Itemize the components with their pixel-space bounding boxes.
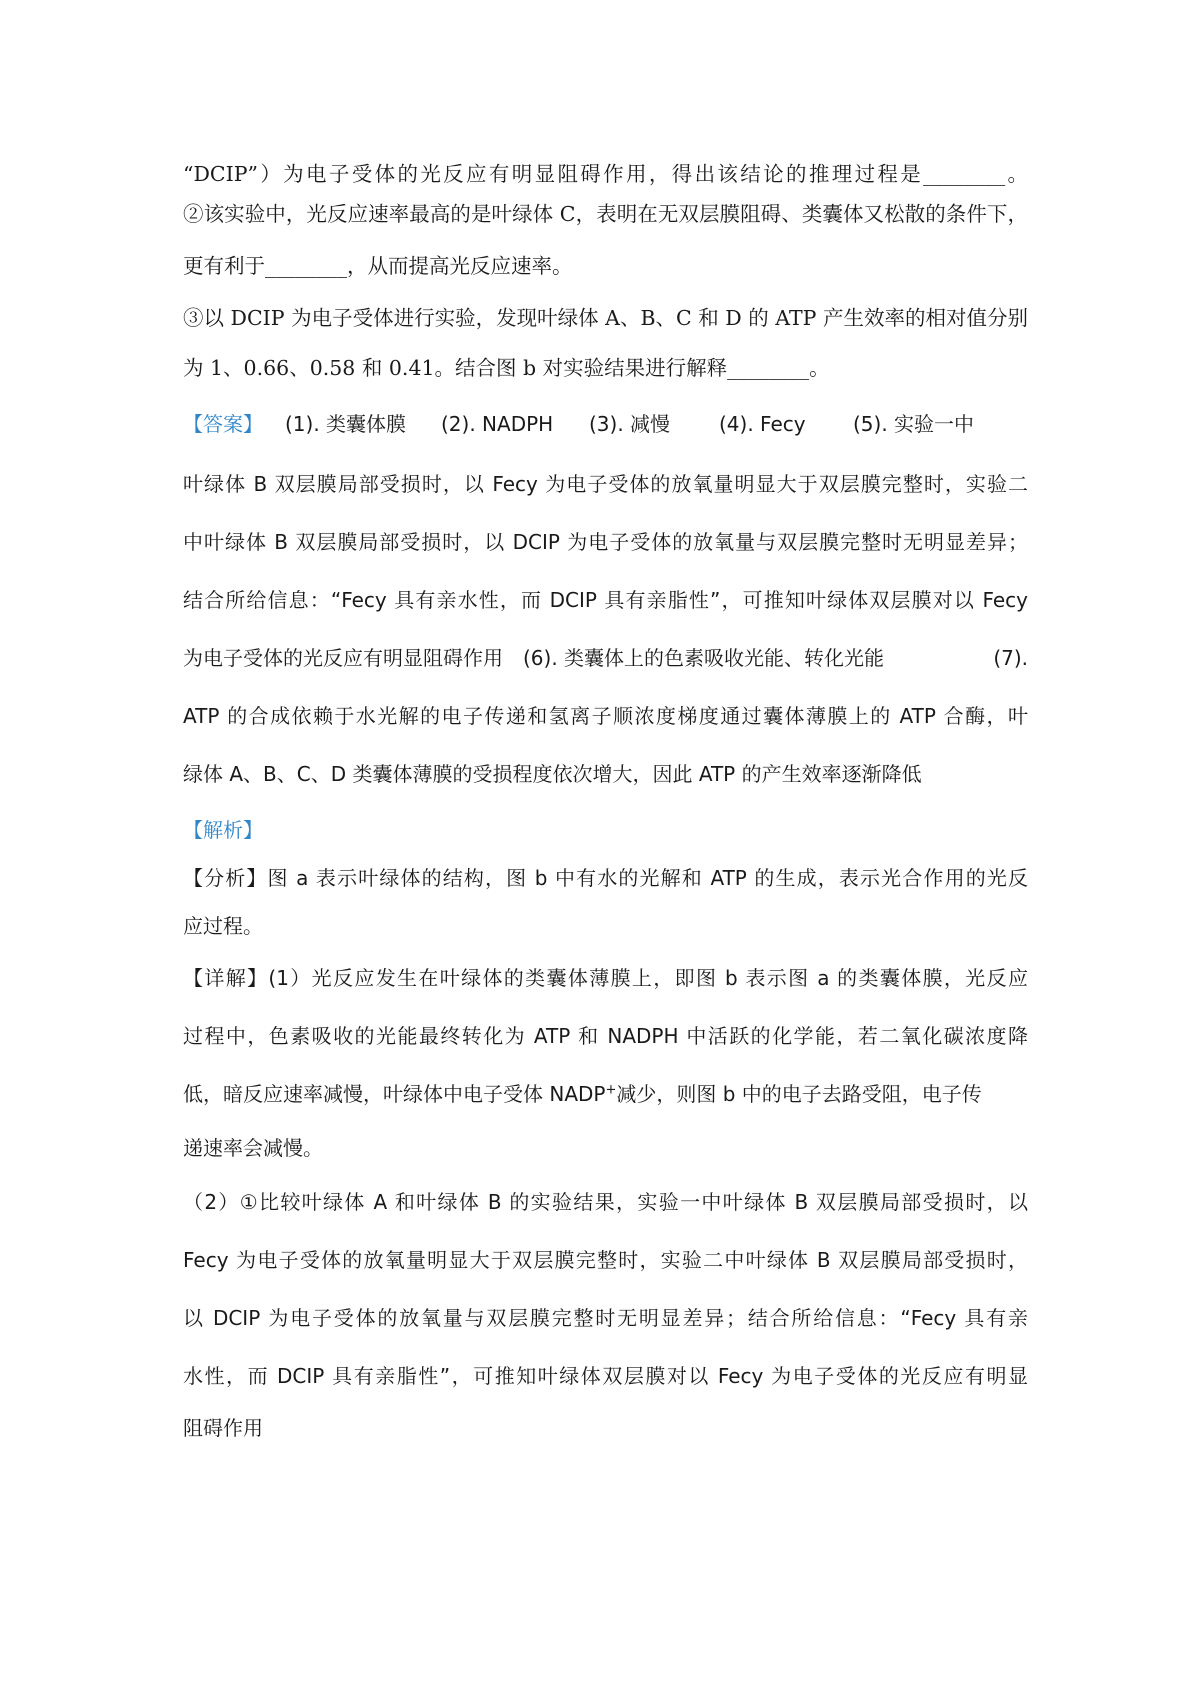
answer-item-5: (5). 实验一中 [853, 412, 975, 436]
question-line-3: 更有利于________，从而提高光反应速率。 [183, 254, 573, 278]
answer-line-5-part-1: 为电子受体的光反应有明显阻碍作用 [183, 646, 503, 670]
answer-item-3: (3). 减慢 [589, 412, 671, 436]
question-line-2: ②该实验中，光反应速率最高的是叶绿体 C，表明在无双层膜阻碍、类囊体又松散的条件下， [183, 202, 1028, 226]
answer-line-4: 结合所给信息：“Fecy 具有亲水性，而 DCIP 具有亲脂性”，可推知叶绿体双层膜对以 Fecy [183, 588, 1028, 612]
question-line-5: 为 1、0.66、0.58 和 0.41。结合图 b 对实验结果进行解释________。 [183, 356, 830, 380]
answer-line-3: 中叶绿体 B 双层膜局部受损时，以 DCIP 为电子受体的放氧量与双层膜完整时无明显差异； [183, 530, 1028, 554]
detail-line-2: 过程中，色素吸收的光能最终转化为 ATP 和 NADPH 中活跃的化学能，若二氧化碳浓度降 [183, 1024, 1028, 1048]
answer-tag: 【答案】 [183, 412, 263, 436]
analysis-line-1: 【分析】图 a 表示叶绿体的结构，图 b 中有水的光解和 ATP 的生成，表示光合作用的光反 [183, 866, 1028, 890]
answer-line-1 [183, 410, 1028, 438]
answer-line-2: 叶绿体 B 双层膜局部受损时，以 Fecy 为电子受体的放氧量明显大于双层膜完整时，实验二 [183, 472, 1028, 496]
answer-item-6: (6). 类囊体上的色素吸收光能、转化光能 [523, 646, 885, 670]
detail-line-3-part-1: 低，暗反应速率减慢，叶绿体中电子受体 NADP [183, 1082, 606, 1106]
answer-item-7: (7). [993, 646, 1028, 670]
detail2-line-2: Fecy 为电子受体的放氧量明显大于双层膜完整时，实验二中叶绿体 B 双层膜局部受损时， [183, 1248, 1028, 1272]
answer-item-2: (2). NADPH [441, 412, 554, 436]
question-line-1: “DCIP”）为电子受体的光反应有明显阻碍作用，得出该结论的推理过程是________。 [183, 162, 1028, 186]
superscript-plus: + [605, 1082, 617, 1098]
detail-line-1: 【详解】(1）光反应发生在叶绿体的类囊体薄膜上，即图 b 表示图 a 的类囊体膜，光反应 [183, 966, 1028, 990]
detail-line-4: 递速率会减慢。 [183, 1136, 323, 1160]
detail2-line-4: 水性，而 DCIP 具有亲脂性”，可推知叶绿体双层膜对以 Fecy 为电子受体的光反应有明显 [183, 1364, 1028, 1388]
answer-line-7: 绿体 A、B、C、D 类囊体薄膜的受损程度依次增大，因此 ATP 的产生效率逐渐降低 [183, 762, 922, 786]
analysis-tag: 【解析】 [183, 818, 263, 842]
answer-line-6: ATP 的合成依赖于水光解的电子传递和氢离子顺浓度梯度通过囊体薄膜上的 ATP 合酶，叶 [183, 704, 1028, 728]
detail-line-3-part-2: 减少，则图 b 中的电子去路受阻，电子传 [616, 1082, 982, 1106]
detail2-line-5: 阻碍作用 [183, 1416, 263, 1440]
answer-line-5 [183, 644, 1028, 672]
detail-line-3 [183, 1080, 1028, 1108]
detail2-line-3: 以 DCIP 为电子受体的放氧量与双层膜完整时无明显差异；结合所给信息：“Fecy 具有亲 [183, 1306, 1028, 1330]
question-line-4: ③以 DCIP 为电子受体进行实验，发现叶绿体 A、B、C 和 D 的 ATP 产生效率的相对值分别 [183, 306, 1028, 330]
analysis-line-2: 应过程。 [183, 914, 263, 938]
detail2-line-1: （2）①比较叶绿体 A 和叶绿体 B 的实验结果，实验一中叶绿体 B 双层膜局部受损时，以 [183, 1190, 1028, 1214]
answer-item-1: (1). 类囊体膜 [285, 412, 407, 436]
answer-item-4: (4). Fecy [719, 412, 806, 436]
